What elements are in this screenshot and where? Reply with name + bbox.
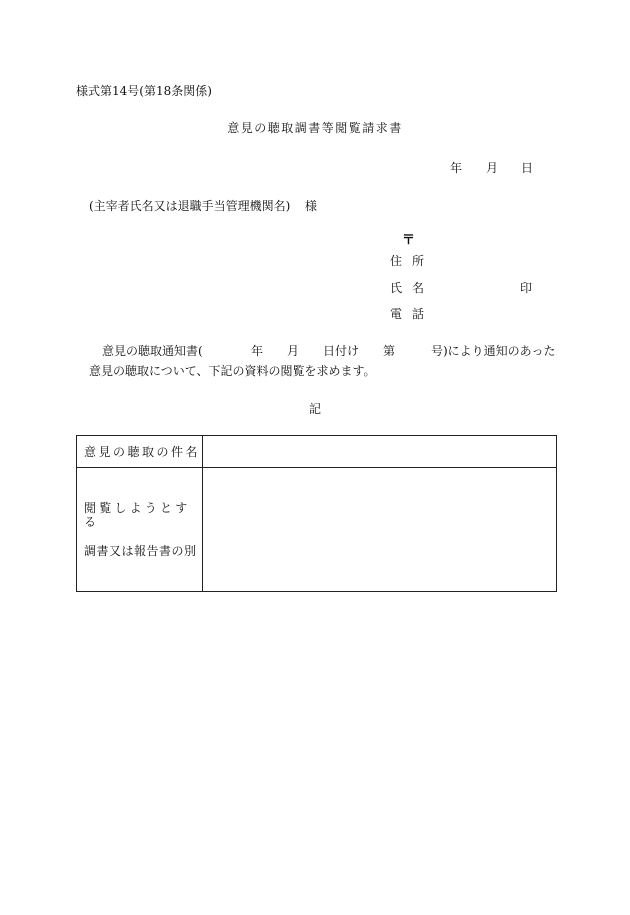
addressee-honorific: 様	[305, 199, 318, 213]
document-type-label-line2: 調書又は報告書の別	[84, 544, 197, 558]
date-year-label: 年	[450, 161, 463, 175]
seal-label: 印	[520, 281, 533, 295]
table-row	[77, 436, 557, 468]
table-row	[77, 468, 557, 592]
document-title: 意見の聴取調書等閲覧請求書	[227, 121, 403, 135]
body-text-number-prefix: 第	[383, 344, 396, 358]
body-text-month: 月	[287, 344, 300, 358]
body-text-line2: 意見の聴取について、下記の資料の閲覧を求めます。	[89, 364, 376, 378]
case-name-field[interactable]	[203, 436, 557, 468]
date-day-label: 日	[521, 161, 534, 175]
body-text-part1: 意見の聴取通知書(	[102, 344, 203, 358]
form-number: 様式第14号(第18条関係)	[76, 84, 212, 98]
address-label: 住所	[390, 254, 435, 268]
document-type-label	[77, 468, 203, 592]
request-table	[76, 435, 557, 592]
date-month-label: 月	[486, 161, 499, 175]
document-type-field[interactable]	[203, 468, 557, 592]
body-text-year: 年	[251, 344, 264, 358]
addressee: (主宰者氏名又は退職手当管理機関名)	[89, 199, 291, 213]
body-text-dated: 日付け	[323, 344, 360, 358]
ki-heading: 記	[308, 402, 321, 416]
postal-mark: 〒	[402, 233, 416, 248]
phone-label: 電話	[390, 307, 435, 321]
name-label: 氏名	[390, 281, 435, 295]
document-type-label-line1: 閲覧しようとする	[84, 501, 191, 529]
body-text-notified: 号)により通知のあった	[431, 344, 556, 358]
case-name-label-text: 意見の聴取の件名	[84, 444, 201, 459]
case-name-label	[77, 436, 203, 468]
